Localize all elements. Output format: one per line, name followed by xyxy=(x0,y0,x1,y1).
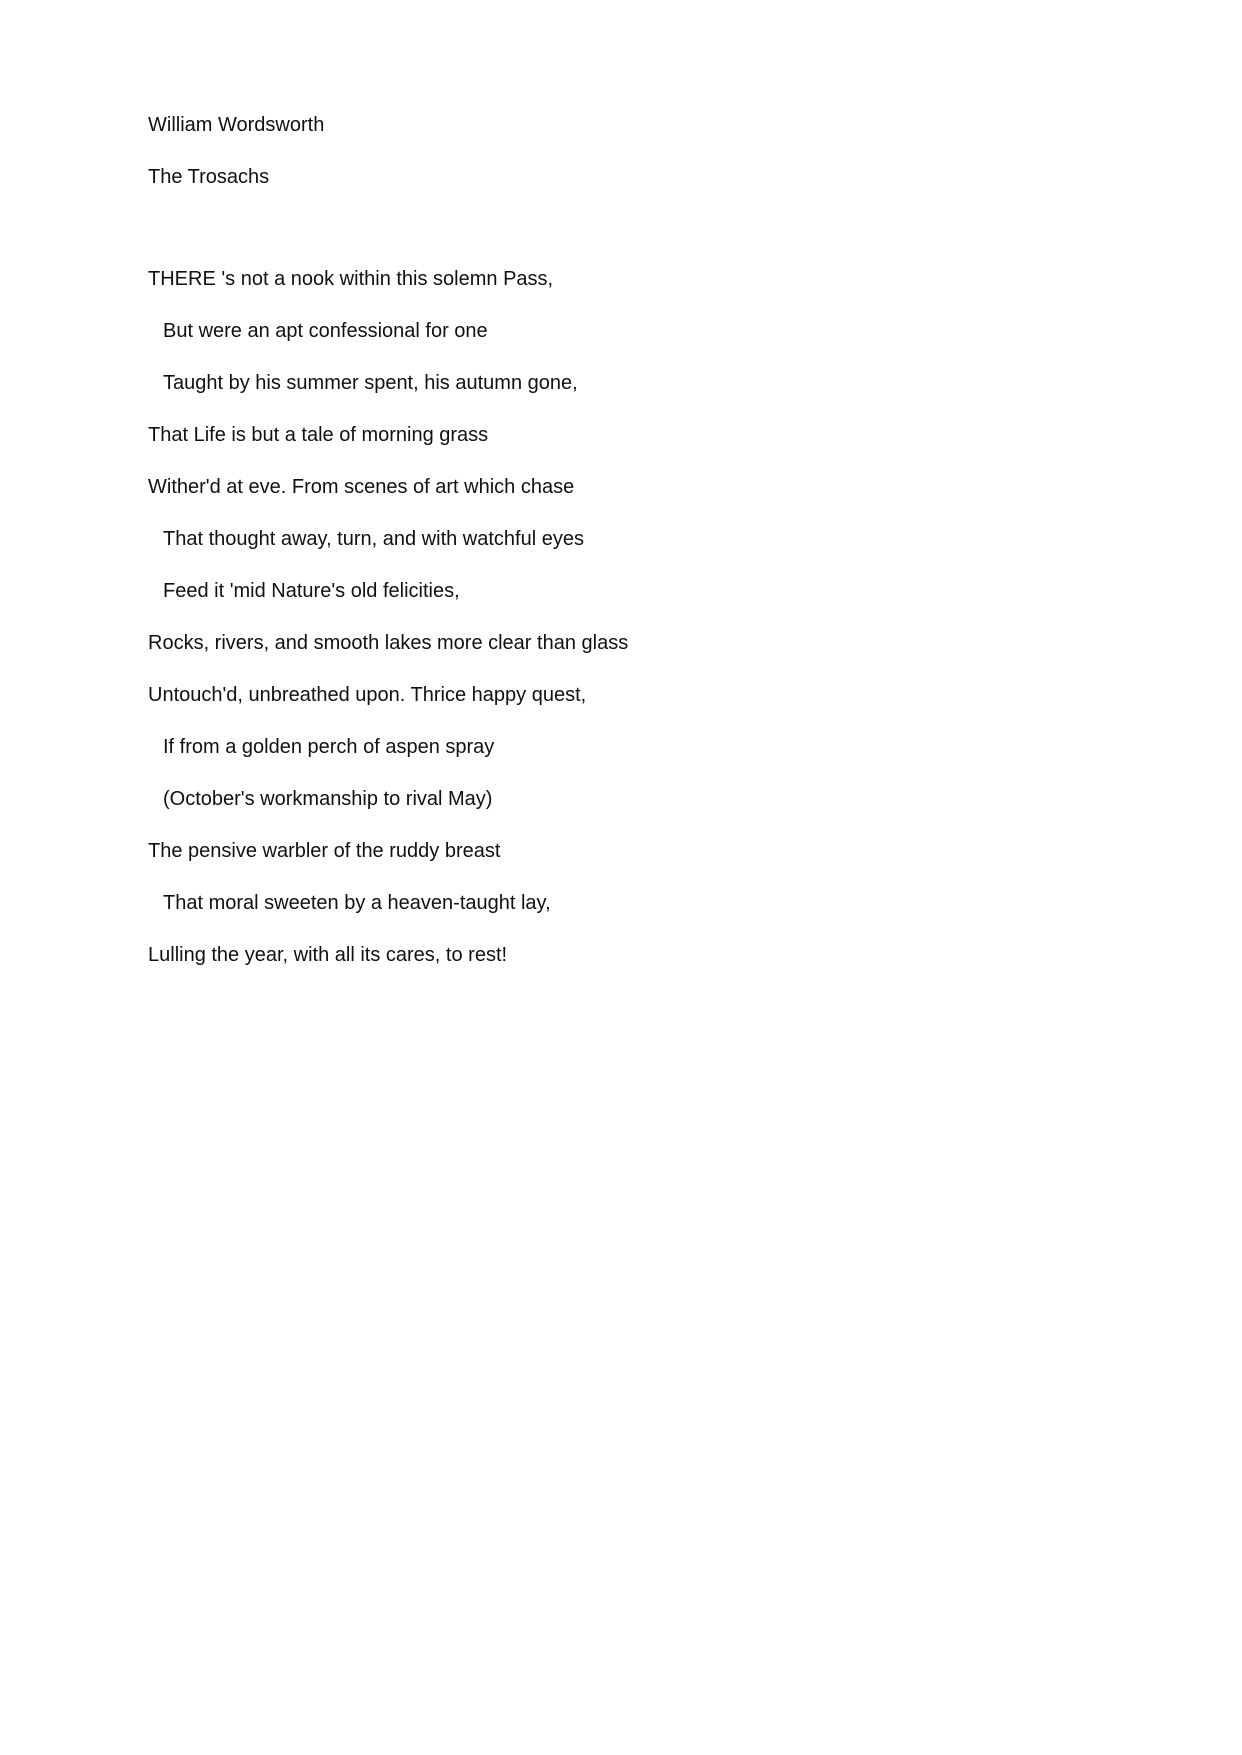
poem-line: Feed it 'mid Nature's old felicities, xyxy=(163,580,460,602)
poem-line: Untouch'd, unbreathed upon. Thrice happy quest, xyxy=(148,684,587,706)
author-name: William Wordsworth xyxy=(148,114,325,136)
poem-line: Taught by his summer spent, his autumn gone, xyxy=(163,372,578,394)
poem-line: THERE 's not a nook within this solemn Pass, xyxy=(148,268,554,290)
poem-line: The pensive warbler of the ruddy breast xyxy=(148,840,501,862)
poem-line: That Life is but a tale of morning grass xyxy=(148,424,489,446)
poem-line: That thought away, turn, and with watchful eyes xyxy=(163,528,584,550)
poem-line: But were an apt confessional for one xyxy=(163,320,488,342)
poem-line: Lulling the year, with all its cares, to rest! xyxy=(148,944,508,966)
poem-line: (October's workmanship to rival May) xyxy=(163,788,493,810)
poem-line: Wither'd at eve. From scenes of art which chase xyxy=(148,476,575,498)
poem-line: That moral sweeten by a heaven-taught lay, xyxy=(163,892,551,914)
poem-line: Rocks, rivers, and smooth lakes more clear than glass xyxy=(148,632,629,654)
poem-title: The Trosachs xyxy=(148,166,270,188)
poem-line: If from a golden perch of aspen spray xyxy=(163,736,495,758)
